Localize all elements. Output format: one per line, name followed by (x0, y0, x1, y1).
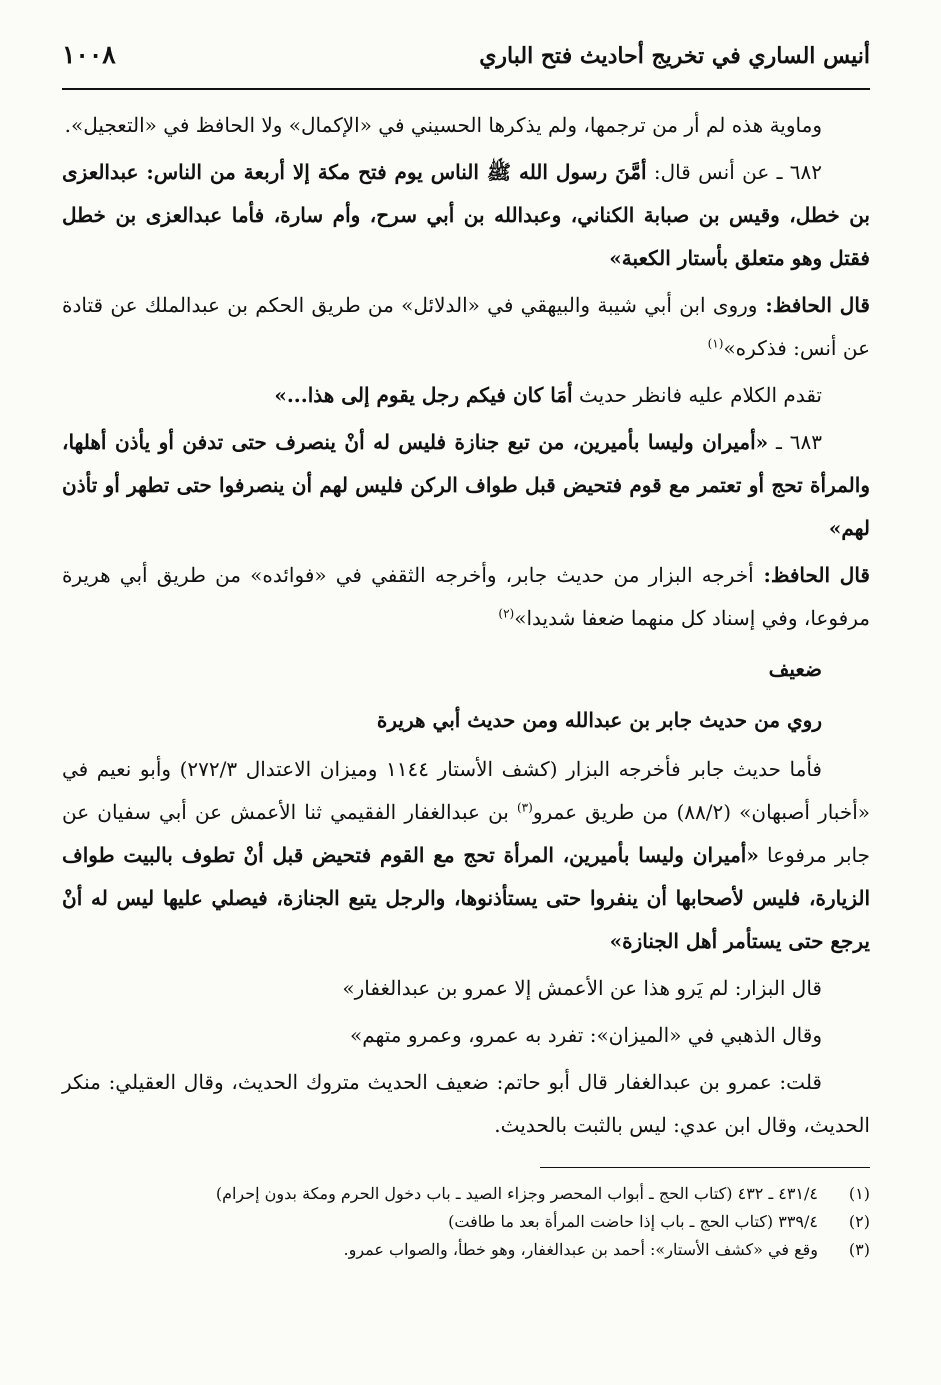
footnote (62, 1236, 870, 1264)
hafiz-text: وروى ابن أبي شيبة والبيهقي في «الدلائل» من طريق الحكم بن عبدالملك عن قتادة عن أنس: فذكره» (62, 293, 870, 360)
footnote-ref-1[interactable]: (١) (707, 336, 724, 351)
hadith-682 (62, 151, 870, 280)
hafiz-comment-682 (62, 284, 870, 370)
paragraph-bazzar: قال البزار: لم يَرو هذا عن الأعمش إلا عمرو بن عبدالغفار» (342, 976, 822, 1000)
cross-reference-hadith: أمَا كان فيكم رجل يقوم إلى هذا...» (274, 383, 573, 407)
paragraph-mawiya: وماوية هذه لم أر من ترجمها، ولم يذكرها الحسيني في «الإكمال» ولا الحافظ في «التعجيل». (64, 113, 822, 137)
page-number: ١٠٠٨ (62, 40, 116, 69)
footnote-ref-3[interactable]: (٣) (516, 800, 533, 815)
paragraph-qultu: قلت: عمرو بن عبدالغفار قال أبو حاتم: ضعيف الحديث متروك الحديث، وقال العقيلي: منكر الحديث، وقال ابن عدي: ليس بالثبت بالحديث. (62, 1070, 870, 1137)
footnote-number: (٢) (848, 1212, 870, 1231)
section-heading: روي من حديث جابر بن عبدالله ومن حديث أبي هريرة (376, 708, 822, 732)
footnote (62, 1180, 870, 1208)
page-header (62, 40, 870, 90)
jabir-text-2: بن عبدالغفار الفقيمي ثنا الأعمش عن أبي سفيان عن جابر مرفوعا (62, 800, 870, 867)
hafiz-text: أخرجه البزار من حديث جابر، وأخرجه الثقفي في «فوائده» من طريق أبي هريرة مرفوعا، وفي إسناد كل منهما ضعفا شديدا» (62, 563, 870, 630)
footnote-separator (540, 1167, 870, 1168)
running-title: أنيس الساري في تخريج أحاديث فتح الباري (479, 43, 870, 69)
cross-reference-text: تقدم الكلام عليه فانظر حديث (572, 383, 822, 407)
hafiz-label: قال الحافظ: (753, 563, 870, 587)
cross-reference (62, 374, 870, 417)
footnote (62, 1208, 870, 1236)
paragraph-dhahabi: وقال الذهبي في «الميزان»: تفرد به عمرو، وعمرو متهم» (350, 1023, 822, 1047)
page-body (62, 104, 870, 1147)
hafiz-comment-683 (62, 554, 870, 640)
footnote-text: ٣٣٩/٤ (كتاب الحج ـ باب إذا حاضت المرأة بعد ما طافت) (448, 1212, 818, 1231)
hadith-text: أمَّنَ رسول الله ﷺ الناس يوم فتح مكة إلا أربعة من الناس: عبدالعزى بن خطل، وقيس بن صبابة الكناني، وعبدالله بن أبي سرح، وأم سارة، فأما عبدالعزى بن خطل فقتل وهو متعلق بأستار الكعبة» (62, 160, 870, 270)
jabir-hadith: «أميران وليسا بأميرين، المرأة تحج مع القوم فتحيض قبل أنْ تطوف بالبيت طواف الزيارة، فليس لأصحابها أن ينفروا حتى يستأذنوها، والرجل يتبع الجنازة، فيصلي عليها ليس له أنْ يرجع حتى يستأمر أهل الجنازة» (62, 843, 870, 953)
hafiz-label: قال الحافظ: (757, 293, 870, 317)
footnote-text: ٤٣١/٤ ـ ٤٣٢ (كتاب الحج ـ أبواب المحصر وجزاء الصيد ـ باب دخول الحرم ومكة بدون إحرام) (215, 1184, 818, 1203)
paragraph-jabir (62, 748, 870, 963)
jabir-text-1: فأما حديث جابر فأخرجه البزار (كشف الأستار ١١٤٤ وميزان الاعتدال ٢٧٢/٣) وأبو نعيم في «أخبار أصبهان» (٨٨/٢) من طريق عمرو (62, 757, 871, 824)
hadith-intro: عن أنس قال: (646, 160, 770, 184)
footnote-text: وقع في «كشف الأستار»: أحمد بن عبدالغفار، وهو خطأ، والصواب عمرو. (343, 1240, 818, 1259)
hadith-number: ٦٨٢ ـ (776, 160, 823, 184)
footnote-number: (١) (848, 1184, 870, 1203)
footnote-ref-2[interactable]: (٢) (498, 606, 515, 621)
hadith-683 (62, 421, 870, 550)
footnotes (62, 1180, 870, 1264)
footnote-number: (٣) (848, 1240, 870, 1259)
book-page (62, 40, 870, 1264)
grade-label: ضعيف (768, 657, 822, 681)
hadith-number: ٦٨٣ ـ (776, 430, 822, 454)
hadith-text: «أميران وليسا بأميرين، من تبع جنازة فليس له أنْ ينصرف حتى تدفن أو يأذن أهلها، والمرأة تحج أو تعتمر مع قوم فتحيض قبل طواف الركن فليس لهم أن ينصرفوا حتى تطهر أو تأذن لهم» (62, 430, 870, 540)
